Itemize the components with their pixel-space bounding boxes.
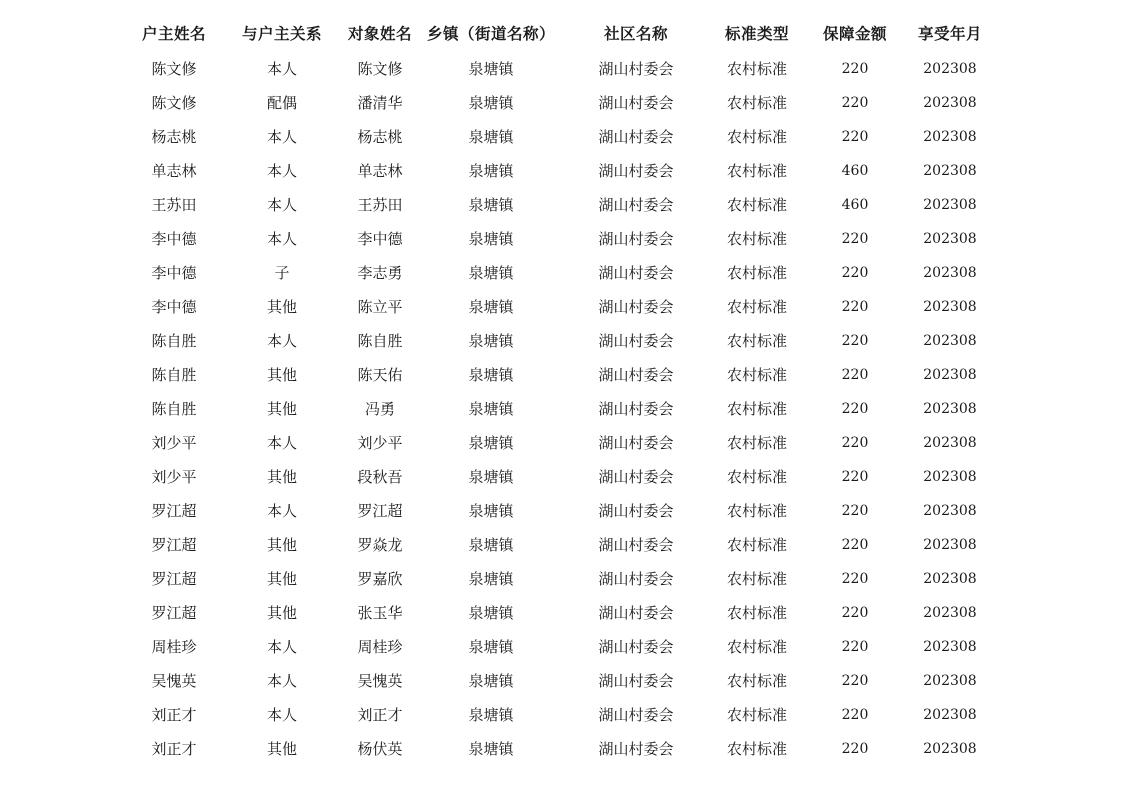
cell-relation-to-head: 本人 [266, 196, 298, 214]
cell-month: 202308 [923, 333, 977, 349]
cell-household-head-name: 刘少平 [151, 434, 197, 452]
cell-household-head-name: 罗江超 [151, 536, 197, 554]
cell-relation-to-head: 本人 [266, 60, 298, 78]
cell-recipient-name: 冯勇 [364, 400, 396, 418]
header-household-head-name: 户主姓名 [141, 24, 207, 43]
header-recipient-name: 对象姓名 [347, 24, 413, 43]
cell-relation-to-head: 其他 [266, 468, 298, 486]
cell-standard-type: 农村标准 [726, 264, 788, 282]
table-row [0, 494, 1122, 528]
table-row [0, 256, 1122, 290]
cell-recipient-name: 刘正才 [357, 706, 403, 724]
cell-community: 湖山村委会 [598, 332, 674, 350]
table-row [0, 528, 1122, 562]
cell-township: 泉塘镇 [468, 298, 514, 316]
cell-community: 湖山村委会 [598, 570, 674, 588]
cell-month: 202308 [923, 163, 977, 179]
cell-amount: 220 [841, 639, 869, 655]
table-row [0, 324, 1122, 358]
cell-recipient-name: 王苏田 [357, 196, 403, 214]
cell-month: 202308 [923, 401, 977, 417]
cell-month: 202308 [923, 197, 977, 213]
cell-community: 湖山村委会 [598, 230, 674, 248]
cell-household-head-name: 刘少平 [151, 468, 197, 486]
cell-community: 湖山村委会 [598, 638, 674, 656]
cell-community: 湖山村委会 [598, 400, 674, 418]
cell-amount: 220 [841, 95, 869, 111]
cell-amount: 460 [841, 197, 869, 213]
cell-township: 泉塘镇 [468, 570, 514, 588]
table-body [0, 52, 1122, 766]
cell-standard-type: 农村标准 [726, 570, 788, 588]
cell-month: 202308 [923, 435, 977, 451]
cell-month: 202308 [923, 367, 977, 383]
cell-standard-type: 农村标准 [726, 332, 788, 350]
cell-recipient-name: 李中德 [357, 230, 403, 248]
cell-household-head-name: 周桂珍 [151, 638, 197, 656]
cell-relation-to-head: 本人 [266, 162, 298, 180]
table-header [0, 22, 1122, 46]
header-standard-type: 标准类型 [724, 24, 790, 43]
cell-township: 泉塘镇 [468, 230, 514, 248]
header-month: 享受年月 [917, 24, 983, 43]
cell-standard-type: 农村标准 [726, 638, 788, 656]
cell-township: 泉塘镇 [468, 400, 514, 418]
cell-relation-to-head: 本人 [266, 434, 298, 452]
cell-recipient-name: 吴愧英 [357, 672, 403, 690]
cell-amount: 220 [841, 231, 869, 247]
cell-relation-to-head: 子 [274, 264, 290, 282]
cell-relation-to-head: 本人 [266, 230, 298, 248]
cell-community: 湖山村委会 [598, 264, 674, 282]
table-row [0, 154, 1122, 188]
cell-relation-to-head: 本人 [266, 706, 298, 724]
cell-standard-type: 农村标准 [726, 400, 788, 418]
cell-standard-type: 农村标准 [726, 128, 788, 146]
cell-standard-type: 农村标准 [726, 60, 788, 78]
cell-relation-to-head: 其他 [266, 604, 298, 622]
table-row [0, 52, 1122, 86]
cell-township: 泉塘镇 [468, 740, 514, 758]
cell-township: 泉塘镇 [468, 536, 514, 554]
cell-amount: 220 [841, 741, 869, 757]
cell-recipient-name: 罗焱龙 [357, 536, 403, 554]
cell-recipient-name: 刘少平 [357, 434, 403, 452]
cell-household-head-name: 单志林 [151, 162, 197, 180]
cell-household-head-name: 李中德 [151, 298, 197, 316]
cell-community: 湖山村委会 [598, 196, 674, 214]
cell-community: 湖山村委会 [598, 672, 674, 690]
cell-standard-type: 农村标准 [726, 536, 788, 554]
cell-standard-type: 农村标准 [726, 502, 788, 520]
cell-month: 202308 [923, 673, 977, 689]
cell-relation-to-head: 本人 [266, 332, 298, 350]
cell-household-head-name: 陈文修 [151, 60, 197, 78]
cell-community: 湖山村委会 [598, 94, 674, 112]
table-row [0, 732, 1122, 766]
cell-month: 202308 [923, 707, 977, 723]
cell-township: 泉塘镇 [468, 264, 514, 282]
cell-relation-to-head: 配偶 [266, 94, 298, 112]
cell-township: 泉塘镇 [468, 196, 514, 214]
cell-community: 湖山村委会 [598, 162, 674, 180]
cell-township: 泉塘镇 [468, 672, 514, 690]
cell-relation-to-head: 其他 [266, 570, 298, 588]
cell-month: 202308 [923, 265, 977, 281]
cell-household-head-name: 李中德 [151, 230, 197, 248]
cell-relation-to-head: 本人 [266, 638, 298, 656]
cell-township: 泉塘镇 [468, 434, 514, 452]
cell-recipient-name: 罗嘉欣 [357, 570, 403, 588]
cell-community: 湖山村委会 [598, 536, 674, 554]
cell-amount: 220 [841, 333, 869, 349]
cell-household-head-name: 罗江超 [151, 502, 197, 520]
cell-amount: 220 [841, 707, 869, 723]
cell-month: 202308 [923, 571, 977, 587]
table-row [0, 86, 1122, 120]
cell-recipient-name: 杨志桃 [357, 128, 403, 146]
cell-amount: 220 [841, 299, 869, 315]
cell-month: 202308 [923, 741, 977, 757]
cell-household-head-name: 罗江超 [151, 604, 197, 622]
cell-household-head-name: 陈自胜 [151, 400, 197, 418]
cell-township: 泉塘镇 [468, 502, 514, 520]
table-row [0, 630, 1122, 664]
cell-relation-to-head: 本人 [266, 502, 298, 520]
cell-relation-to-head: 其他 [266, 400, 298, 418]
cell-township: 泉塘镇 [468, 60, 514, 78]
cell-month: 202308 [923, 299, 977, 315]
cell-standard-type: 农村标准 [726, 672, 788, 690]
cell-household-head-name: 陈自胜 [151, 332, 197, 350]
cell-month: 202308 [923, 639, 977, 655]
cell-relation-to-head: 其他 [266, 298, 298, 316]
cell-township: 泉塘镇 [468, 638, 514, 656]
cell-month: 202308 [923, 503, 977, 519]
cell-standard-type: 农村标准 [726, 230, 788, 248]
cell-recipient-name: 李志勇 [357, 264, 403, 282]
cell-amount: 220 [841, 401, 869, 417]
cell-month: 202308 [923, 469, 977, 485]
cell-standard-type: 农村标准 [726, 196, 788, 214]
cell-township: 泉塘镇 [468, 162, 514, 180]
table-row [0, 596, 1122, 630]
header-amount: 保障金额 [822, 24, 888, 43]
cell-household-head-name: 陈自胜 [151, 366, 197, 384]
table-row [0, 222, 1122, 256]
table-row [0, 664, 1122, 698]
cell-township: 泉塘镇 [468, 366, 514, 384]
cell-standard-type: 农村标准 [726, 298, 788, 316]
header-community: 社区名称 [603, 24, 669, 43]
cell-township: 泉塘镇 [468, 332, 514, 350]
cell-month: 202308 [923, 605, 977, 621]
cell-community: 湖山村委会 [598, 60, 674, 78]
cell-recipient-name: 段秋吾 [357, 468, 403, 486]
cell-township: 泉塘镇 [468, 468, 514, 486]
cell-recipient-name: 陈文修 [357, 60, 403, 78]
cell-standard-type: 农村标准 [726, 604, 788, 622]
cell-household-head-name: 刘正才 [151, 706, 197, 724]
header-township: 乡镇（街道名称） [426, 24, 556, 43]
cell-household-head-name: 李中德 [151, 264, 197, 282]
cell-amount: 220 [841, 265, 869, 281]
cell-recipient-name: 陈天佑 [357, 366, 403, 384]
cell-relation-to-head: 其他 [266, 740, 298, 758]
table-row [0, 562, 1122, 596]
cell-amount: 220 [841, 605, 869, 621]
cell-amount: 220 [841, 503, 869, 519]
table-row [0, 698, 1122, 732]
cell-township: 泉塘镇 [468, 128, 514, 146]
cell-month: 202308 [923, 61, 977, 77]
cell-amount: 220 [841, 537, 869, 553]
cell-recipient-name: 潘清华 [357, 94, 403, 112]
cell-community: 湖山村委会 [598, 604, 674, 622]
table-row [0, 188, 1122, 222]
header-relation-to-head: 与户主关系 [241, 24, 323, 43]
cell-household-head-name: 吴愧英 [151, 672, 197, 690]
cell-standard-type: 农村标准 [726, 434, 788, 452]
cell-standard-type: 农村标准 [726, 706, 788, 724]
cell-month: 202308 [923, 537, 977, 553]
cell-household-head-name: 杨志桃 [151, 128, 197, 146]
table-row [0, 290, 1122, 324]
cell-household-head-name: 罗江超 [151, 570, 197, 588]
cell-amount: 220 [841, 367, 869, 383]
cell-month: 202308 [923, 95, 977, 111]
cell-amount: 220 [841, 435, 869, 451]
table-row [0, 426, 1122, 460]
cell-month: 202308 [923, 129, 977, 145]
cell-community: 湖山村委会 [598, 366, 674, 384]
cell-community: 湖山村委会 [598, 468, 674, 486]
cell-recipient-name: 张玉华 [357, 604, 403, 622]
table-row [0, 392, 1122, 426]
cell-household-head-name: 王苏田 [151, 196, 197, 214]
cell-household-head-name: 刘正才 [151, 740, 197, 758]
cell-recipient-name: 单志林 [357, 162, 403, 180]
cell-month: 202308 [923, 231, 977, 247]
cell-community: 湖山村委会 [598, 706, 674, 724]
cell-relation-to-head: 本人 [266, 128, 298, 146]
cell-community: 湖山村委会 [598, 502, 674, 520]
cell-recipient-name: 杨伏英 [357, 740, 403, 758]
cell-standard-type: 农村标准 [726, 366, 788, 384]
cell-standard-type: 农村标准 [726, 740, 788, 758]
cell-relation-to-head: 本人 [266, 672, 298, 690]
table-row [0, 460, 1122, 494]
cell-relation-to-head: 其他 [266, 366, 298, 384]
cell-recipient-name: 陈立平 [357, 298, 403, 316]
cell-relation-to-head: 其他 [266, 536, 298, 554]
cell-amount: 220 [841, 61, 869, 77]
table-row [0, 358, 1122, 392]
cell-community: 湖山村委会 [598, 298, 674, 316]
cell-standard-type: 农村标准 [726, 94, 788, 112]
cell-recipient-name: 罗江超 [357, 502, 403, 520]
cell-amount: 220 [841, 469, 869, 485]
cell-amount: 460 [841, 163, 869, 179]
cell-township: 泉塘镇 [468, 94, 514, 112]
cell-standard-type: 农村标准 [726, 162, 788, 180]
cell-household-head-name: 陈文修 [151, 94, 197, 112]
cell-recipient-name: 周桂珍 [357, 638, 403, 656]
cell-amount: 220 [841, 673, 869, 689]
cell-township: 泉塘镇 [468, 604, 514, 622]
cell-standard-type: 农村标准 [726, 468, 788, 486]
table-row [0, 120, 1122, 154]
cell-community: 湖山村委会 [598, 128, 674, 146]
cell-amount: 220 [841, 571, 869, 587]
cell-community: 湖山村委会 [598, 434, 674, 452]
cell-township: 泉塘镇 [468, 706, 514, 724]
cell-recipient-name: 陈自胜 [357, 332, 403, 350]
cell-amount: 220 [841, 129, 869, 145]
cell-community: 湖山村委会 [598, 740, 674, 758]
